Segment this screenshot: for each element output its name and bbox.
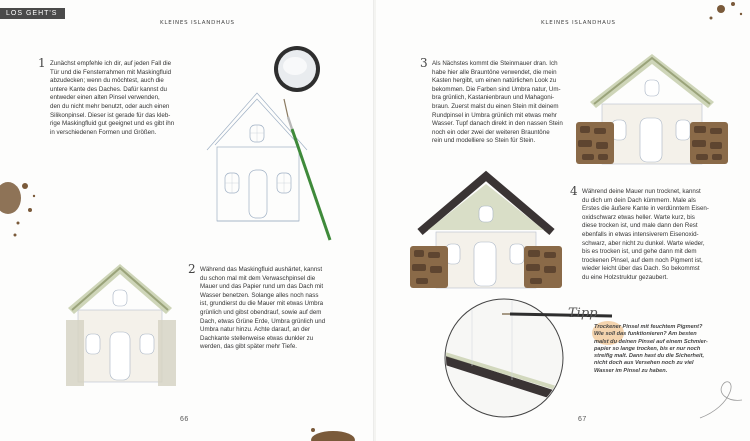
paint-brush-icon xyxy=(278,95,338,245)
text-line: Kasten hergibt, um einen natürlichen Look zu xyxy=(432,77,557,85)
text-line: Dachkante stellenweise etwas dunkler zu xyxy=(200,334,314,342)
text-line: in verschiedenen Formen und Größen. xyxy=(50,128,157,136)
house-stone-wall-illustration xyxy=(572,48,732,168)
text-line: rige Maskingfluid gut geeignet und es gibt ihn xyxy=(50,120,175,128)
text-line: rein und modelliere so Stein für Stein. xyxy=(432,137,536,145)
text-line: du schon mal mit dem Verwaschpinsel die xyxy=(200,274,316,282)
text-line: Erstes die äußere Kante in verdünntem Eisen- xyxy=(582,205,709,213)
step-1-text xyxy=(50,60,186,137)
text-line: streifig malt. Dann hast du die Sicherheit, xyxy=(594,353,705,360)
step-3-text xyxy=(432,60,574,146)
text-line: Als Nächstes kommt die Steinmauer dran. Ich xyxy=(432,60,558,67)
tip-text xyxy=(594,324,718,375)
text-line: noch ein oder zwei der weiteren Brauntöne xyxy=(432,128,550,136)
text-line: oxidschwarz etwas heller. Warte kurz, bis xyxy=(582,213,695,221)
text-line: Dach, etwas Grüne Erde, Umbra grünlich und xyxy=(200,317,326,325)
text-line: untere Kante des Daches. Dafür kannst du xyxy=(50,85,167,93)
text-line: ebenfalls in etwas intensiverem Eisenoxid- xyxy=(582,230,699,238)
text-line: wieder leicht über das Dach. So bekommst xyxy=(582,265,700,273)
text-line: papier so lange trocken, bis er nur noch xyxy=(594,345,701,352)
text-line: Silikonpinsel. Dieser ist gerade für das kleb- xyxy=(50,111,171,119)
text-line: werden, das gibt später mehr Tiefe. xyxy=(200,343,297,351)
house-wet-wash-illustration xyxy=(62,260,180,390)
text-line: Mauer und das Papier rund um das Dach mit xyxy=(200,283,324,291)
text-line: Wie soll das funktionieren? Am besten xyxy=(594,331,697,338)
text-line: Tür und die Fensterrahmen mit Maskingfluid xyxy=(50,68,172,76)
right-page xyxy=(376,0,750,441)
paint-splatter-top xyxy=(681,0,750,30)
text-line: den du nicht mehr benutzt, oder auch einen xyxy=(50,102,170,110)
paint-dot xyxy=(10,230,20,240)
step-4-text xyxy=(582,188,724,283)
text-line: Zunächst empfehle ich dir, auf jeden Fall die xyxy=(50,60,172,67)
step-2-text xyxy=(200,266,340,352)
text-line: Trockener Pinsel mit feuchtem Pigment? xyxy=(594,324,703,330)
tip-label: Tipp xyxy=(568,306,598,321)
page-number-left: 66 xyxy=(180,416,189,423)
text-line: trockenen Pinsel, auf dem noch Pigment ist, xyxy=(582,256,703,264)
text-line: bis es trocken ist, und gehe dann mit dem xyxy=(582,248,697,256)
text-line: bekommen. Die Farben sind Umbra natur, Um- xyxy=(432,85,561,93)
step-1-number: 1 xyxy=(38,56,46,70)
running-head-left: KLEINES ISLANDHAUS xyxy=(160,20,235,26)
text-line: schwarz, aber nicht zu dunkel. Warte wieder, xyxy=(582,239,705,247)
text-line: Während deine Mauer nun trocknet, kannst xyxy=(582,188,701,195)
step-4-number: 4 xyxy=(570,184,578,198)
text-line: grünlich und gibst obendrauf, sowie auf dem xyxy=(200,308,322,316)
text-line: malst du deinen Pinsel auf einem Schmier- xyxy=(594,338,708,345)
text-line: bra grünlich, Kastanienbraun und Mahagoni- xyxy=(432,94,555,102)
text-line: du dich um dein Dach kümmern. Male als xyxy=(582,196,696,204)
text-line: Rundpinsel in Umbra grünlich mit etwas mehr xyxy=(432,111,557,119)
paint-splatter-left xyxy=(0,168,40,238)
left-page xyxy=(0,0,374,441)
text-line: diese trocken ist, und male dann den Rest xyxy=(582,222,698,230)
text-line: Wasser benetzen. Solange alles noch nass xyxy=(200,291,319,299)
paint-splatter-bottom xyxy=(305,418,355,441)
text-line: ist, grundierst du die Mauer mit etwas Umbra xyxy=(200,300,324,308)
text-line: Umbra natur hinzu. Achte darauf, an der xyxy=(200,326,311,334)
text-line: entweder einen alten Pinsel verwenden, xyxy=(50,94,160,102)
masking-fluid-jar xyxy=(272,44,322,94)
page-number-right: 67 xyxy=(578,416,587,423)
text-line: du eine Holzstruktur gezaubert. xyxy=(582,273,668,281)
house-dark-roof-illustration xyxy=(406,170,566,290)
text-line: braun. Zuerst malst du einen Stein mit deinem xyxy=(432,102,559,110)
text-line: abzudecken; wenn du möchtest, auch die xyxy=(50,77,164,85)
running-head-right: KLEINES ISLANDHAUS xyxy=(541,20,616,26)
step-2-number: 2 xyxy=(188,262,196,276)
text-line: Wasser. Tupf danach direkt in den nassen Stein xyxy=(432,120,563,128)
text-line: Wasser im Pinsel zu haben. xyxy=(594,367,668,374)
text-line: Während das Maskingfluid aushärtet, kannst xyxy=(200,266,323,273)
decorative-swirl xyxy=(696,372,746,422)
text-line: nicht doch aus Versehen noch zu viel xyxy=(594,360,694,367)
text-line: habe hier alle Brauntöne verwendet, die mein xyxy=(432,68,557,76)
step-3-number: 3 xyxy=(420,56,428,70)
chapter-tab: LOS GEHT'S xyxy=(0,8,65,19)
